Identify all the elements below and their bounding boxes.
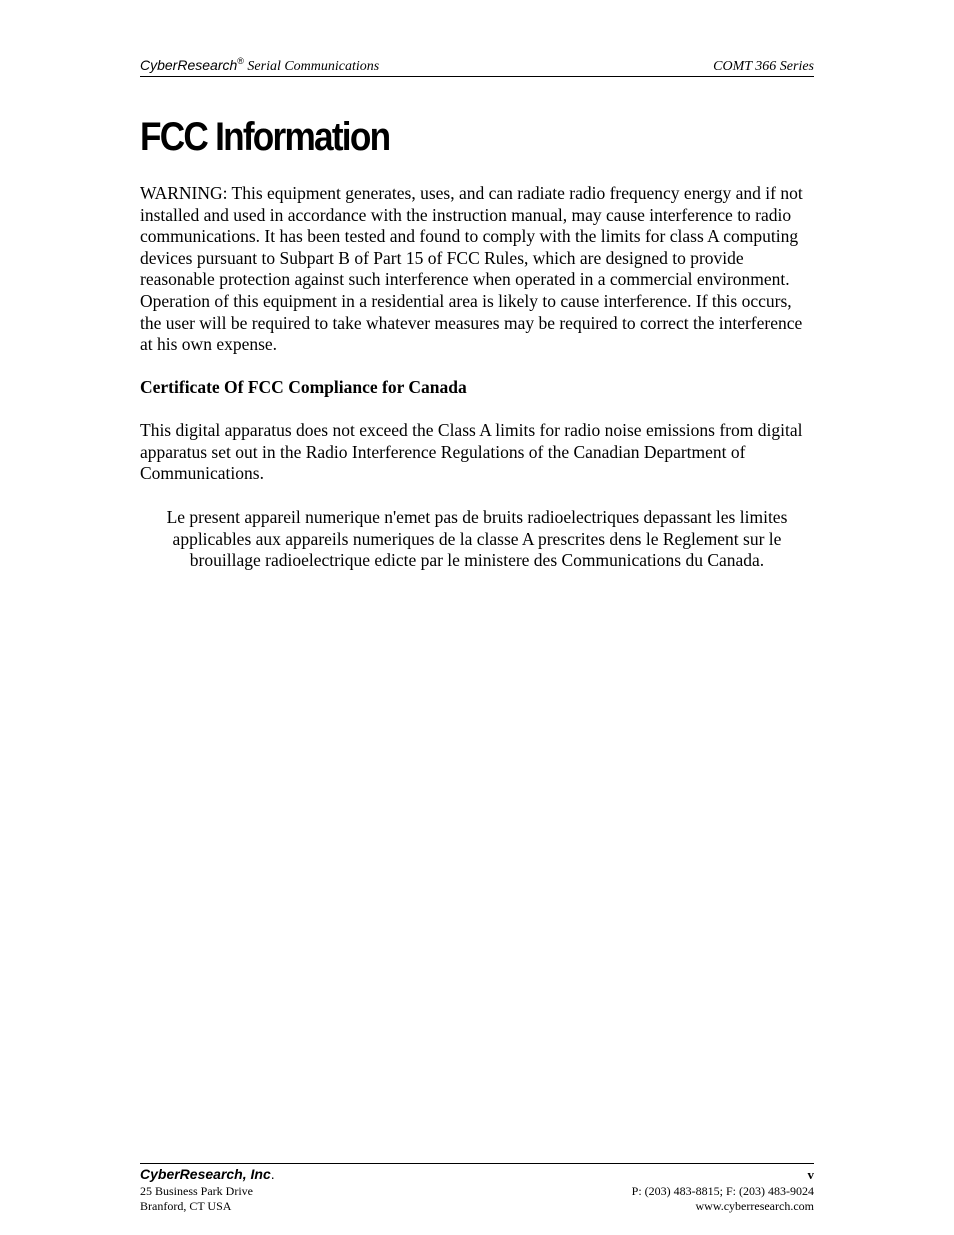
footer-company-suffix: .: [270, 1166, 275, 1182]
footer-page-number: v: [807, 1167, 814, 1182]
canada-english-paragraph: This digital apparatus does not exceed the Class A limits for radio noise emissions from digital apparatus set out in the Radio Interference Regulations of the Canadian Department of Communications.: [140, 420, 803, 484]
page-footer: [140, 1163, 814, 1213]
registered-mark: ®: [237, 56, 244, 66]
header-brand: CyberResearch: [140, 57, 238, 73]
footer-address-line2: Branford, CT USA: [140, 1199, 232, 1213]
canada-compliance-heading: Certificate Of FCC Compliance for Canada: [140, 377, 467, 397]
footer-address-line1: 25 Business Park Drive: [140, 1184, 253, 1198]
page-title: FCC Information: [140, 115, 390, 159]
header-series: COMT 366 Series: [713, 59, 814, 74]
header-left: [140, 56, 379, 75]
page-header: [140, 56, 814, 77]
footer-company-text: CyberResearch, Inc: [140, 1166, 271, 1182]
header-subtitle: Serial Communications: [247, 59, 380, 74]
footer-website: www.cyberresearch.com: [695, 1199, 814, 1213]
document-page: [140, 0, 814, 1235]
footer-phone-fax: P: (203) 483-8815; F: (203) 483-9024: [631, 1184, 814, 1198]
warning-paragraph: WARNING: This equipment generates, uses, and can radiate radio frequency energy and if not installed and used in accordance with the instruction manual, may cause interference to radio communications. It has been tested and found to comply with the limits for class A computing devices pursuant to Subpart B of Part 15 of FCC Rules, which are designed to provide reasonable protection against such interference when operated in a commercial environment. Operation of this equipment in a residential area is likely to cause interference. If this occurs, the user will be required to take whatever measures may be required to correct the interference at his own expense.: [140, 183, 803, 355]
footer-company-name: [140, 1166, 275, 1182]
canada-french-paragraph: Le present appareil numerique n'emet pas de bruits radioelectriques depassant les limites applicables aux appareils numeriques de la classe A prescrites dens le Reglement sur le brouillage radioelectrique edicte par le ministere des Communications du Canada.: [166, 507, 788, 571]
